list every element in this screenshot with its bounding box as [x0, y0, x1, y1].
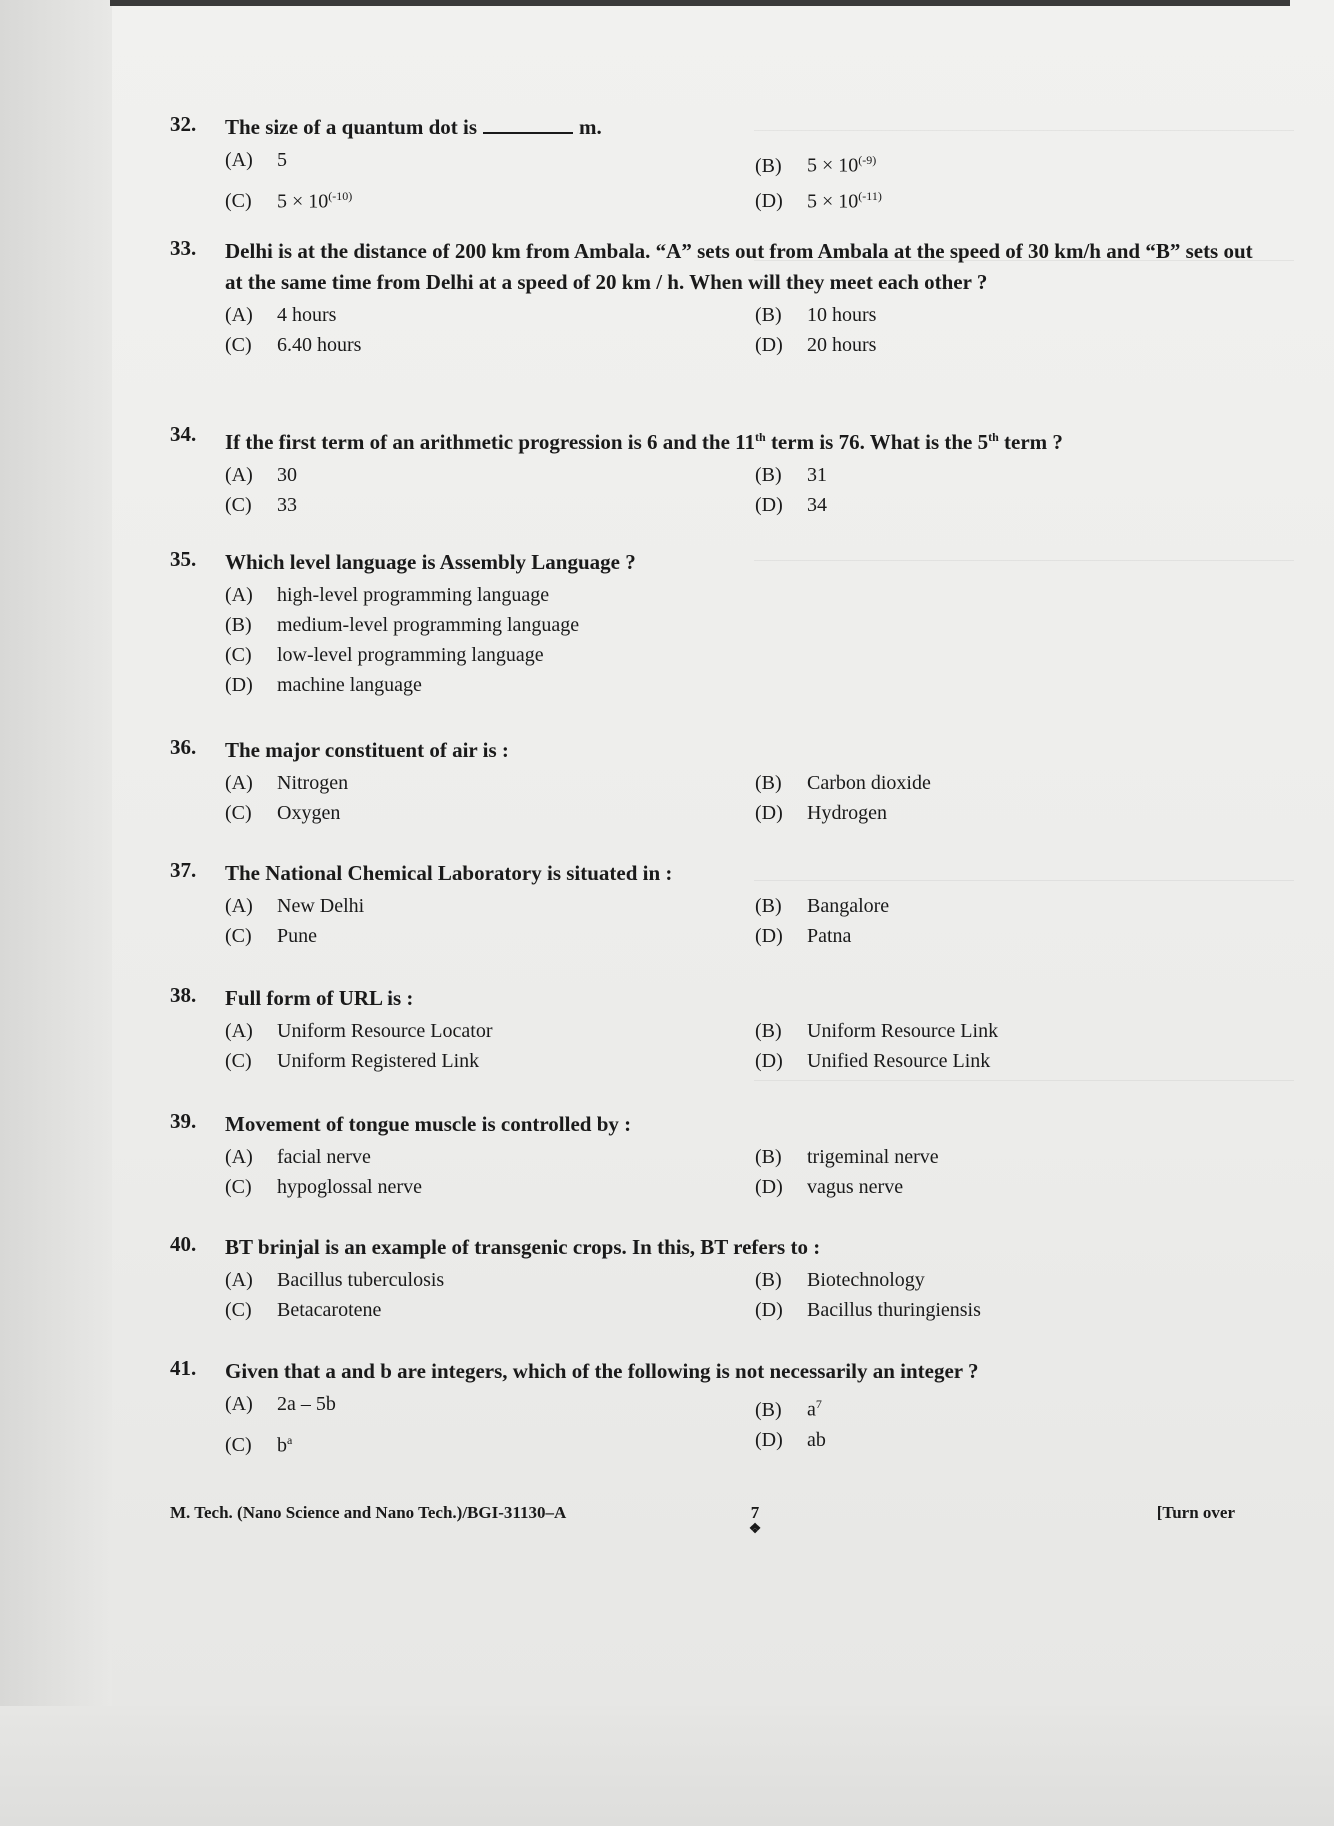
option-label: (A) [225, 584, 253, 606]
option-label: (C) [225, 190, 252, 213]
question-37 [170, 858, 1260, 951]
question-38 [170, 983, 1260, 1076]
option-d[interactable] [755, 921, 1255, 951]
option-label: (A) [225, 772, 253, 794]
option-d[interactable] [755, 798, 1255, 828]
option-a[interactable] [225, 1265, 755, 1295]
option-label: (A) [225, 1146, 253, 1168]
option-label: (C) [225, 925, 252, 947]
question-number: 39. [170, 1109, 197, 1133]
option-label: (B) [225, 614, 252, 636]
option-value: low-level programming language [277, 644, 544, 666]
turn-over-label: [Turn over [1156, 1503, 1235, 1522]
option-label: (C) [225, 494, 252, 516]
option-label: (B) [755, 304, 782, 326]
bleed-through-line [754, 1080, 1294, 1081]
question-text [225, 112, 1260, 143]
question-text: BT brinjal is an example of transgenic crops. In this, BT refers to : [225, 1235, 821, 1259]
option-label: (A) [225, 464, 253, 486]
question-32 [170, 112, 1260, 216]
option-value: 6.40 hours [277, 334, 362, 356]
option-label: (C) [225, 1299, 252, 1321]
question-34 [170, 422, 1260, 520]
options-list [225, 580, 1260, 700]
option-exponent: (-10) [328, 188, 353, 203]
option-value: 10 hours [807, 304, 877, 326]
options-grid [225, 460, 1260, 520]
option-value: Nitrogen [277, 772, 349, 794]
option-a[interactable] [225, 300, 755, 330]
scan-edge-top [110, 0, 1290, 6]
option-value: Patna [807, 925, 852, 947]
option-value: Bacillus thuringiensis [807, 1299, 981, 1321]
answer-blank [483, 114, 573, 134]
options-grid [225, 145, 1260, 216]
option-label: (C) [225, 1176, 252, 1198]
option-label: (C) [225, 334, 252, 356]
option-d[interactable] [755, 330, 1255, 360]
option-value: 31 [807, 464, 827, 486]
option-value: 20 hours [807, 334, 877, 356]
option-value: 5 × 10 [807, 154, 859, 177]
option-a[interactable] [225, 460, 755, 490]
option-label: (C) [225, 644, 252, 666]
option-label: (A) [225, 895, 253, 917]
question-number: 35. [170, 547, 197, 571]
options-grid [225, 1389, 1260, 1460]
option-value: Bacillus tuberculosis [277, 1269, 445, 1291]
option-label: (B) [755, 464, 782, 486]
option-c[interactable] [225, 1172, 755, 1202]
page-number-block [740, 1503, 770, 1537]
option-c[interactable] [225, 490, 755, 520]
option-label: (D) [755, 802, 783, 824]
option-value: facial nerve [277, 1146, 371, 1168]
option-label: (B) [755, 154, 782, 177]
option-a[interactable] [225, 580, 1225, 610]
question-text: Delhi is at the distance of 200 km from Ambala. “A” sets out from Ambala at the speed of 30 km/h and “B” sets out at the same time from Delhi at a speed of 20 km / h. When will they meet each other ? [225, 239, 1253, 294]
option-exponent: 7 [815, 1397, 822, 1411]
option-b[interactable] [755, 1016, 1255, 1046]
option-b[interactable] [755, 145, 1255, 181]
question-number: 33. [170, 236, 197, 260]
question-text-after: m. [579, 115, 602, 139]
option-label: (B) [755, 1020, 782, 1042]
options-grid [225, 768, 1260, 828]
question-text: Which level language is Assembly Language ? [225, 550, 636, 574]
ordinal-suffix: th [755, 430, 766, 444]
option-a[interactable] [225, 1142, 755, 1172]
option-value: high-level programming language [277, 584, 550, 606]
option-value: Uniform Registered Link [277, 1050, 480, 1072]
question-number: 37. [170, 858, 197, 882]
option-label: (D) [755, 925, 783, 947]
option-label: (C) [225, 1050, 252, 1072]
option-value: Carbon dioxide [807, 772, 931, 794]
option-d[interactable] [225, 670, 1225, 700]
option-value: 4 hours [277, 304, 337, 326]
question-number: 41. [170, 1356, 197, 1380]
option-label: (B) [755, 772, 782, 794]
question-text-part: If the first term of an arithmetic progression is 6 and the 11 [225, 430, 756, 454]
options-grid [225, 1142, 1260, 1202]
question-text-part: term is 76. What is the 5 [765, 430, 989, 454]
question-36 [170, 735, 1260, 828]
option-c[interactable] [225, 640, 1225, 670]
option-label: (D) [755, 1050, 783, 1072]
option-b[interactable] [755, 1142, 1255, 1172]
option-label: (C) [225, 1434, 252, 1457]
scan-edge-bottom [0, 1706, 1334, 1826]
question-number: 36. [170, 735, 197, 759]
diamond-ornament-icon: ❖ [748, 1522, 762, 1537]
question-number: 32. [170, 112, 197, 136]
option-label: (D) [755, 1299, 783, 1321]
options-grid [225, 891, 1260, 951]
option-value: vagus nerve [807, 1176, 904, 1198]
options-grid [225, 300, 1260, 360]
option-label: (A) [225, 1020, 253, 1042]
option-c[interactable] [225, 330, 755, 360]
option-value: 34 [807, 494, 827, 516]
option-b[interactable] [755, 300, 1255, 330]
option-c[interactable] [225, 921, 755, 951]
option-c[interactable] [225, 181, 755, 217]
question-text-before: The size of a quantum dot is [225, 115, 478, 139]
option-value: Pune [277, 925, 317, 947]
option-b[interactable] [755, 460, 1255, 490]
option-a[interactable] [225, 891, 755, 921]
option-label: (A) [225, 149, 253, 171]
option-label: (B) [755, 895, 782, 917]
option-value: medium-level programming language [277, 614, 580, 636]
page-footer [170, 1503, 1235, 1543]
page-number: 7 [750, 1503, 760, 1522]
option-label: (A) [225, 1269, 253, 1291]
option-c[interactable] [225, 1046, 755, 1076]
option-label: (A) [225, 304, 253, 326]
option-d[interactable] [755, 1172, 1255, 1202]
options-grid [225, 1016, 1260, 1076]
option-b[interactable] [225, 610, 1225, 640]
option-value: machine language [277, 674, 422, 696]
course-code: M. Tech. (Nano Science and Nano Tech.)/BGI-31130–A [170, 1503, 567, 1522]
option-label: (D) [225, 674, 253, 696]
option-value: New Delhi [277, 895, 365, 917]
option-value: 2a – 5b [277, 1393, 336, 1415]
option-c[interactable] [225, 798, 755, 828]
question-text: The major constituent of air is : [225, 738, 509, 762]
question-text [225, 422, 1260, 458]
question-number: 40. [170, 1232, 197, 1256]
option-label: (B) [755, 1146, 782, 1168]
question-text: Movement of tongue muscle is controlled by : [225, 1112, 632, 1136]
question-35 [170, 547, 1260, 700]
option-label: (A) [225, 1393, 253, 1415]
option-d[interactable] [755, 1425, 1255, 1461]
options-grid [225, 1265, 1260, 1325]
ordinal-suffix: th [988, 430, 999, 444]
option-a[interactable] [225, 1016, 755, 1046]
option-label: (B) [755, 1269, 782, 1291]
question-text: The National Chemical Laboratory is situated in : [225, 861, 673, 885]
option-b[interactable] [755, 768, 1255, 798]
question-text: Full form of URL is : [225, 986, 414, 1010]
question-33 [170, 236, 1260, 360]
option-d[interactable] [755, 1295, 1255, 1325]
option-value: 33 [277, 494, 297, 516]
option-value: 5 × 10 [277, 190, 329, 213]
question-40 [170, 1232, 1260, 1325]
option-label: (D) [755, 494, 783, 516]
option-a[interactable] [225, 768, 755, 798]
option-b[interactable] [755, 1389, 1255, 1425]
option-value: Hydrogen [807, 802, 887, 824]
option-exponent: (-11) [858, 188, 882, 203]
option-value: Betacarotene [277, 1299, 382, 1321]
option-value: Uniform Resource Locator [277, 1020, 493, 1042]
option-value: b [277, 1434, 287, 1457]
option-b[interactable] [755, 1265, 1255, 1295]
question-text-part: term ? [998, 430, 1063, 454]
option-exponent: a [287, 1432, 293, 1447]
question-39 [170, 1109, 1260, 1202]
option-label: (D) [755, 334, 783, 356]
scan-edge-left [0, 0, 112, 1826]
question-number: 38. [170, 983, 197, 1007]
option-value: trigeminal nerve [807, 1146, 939, 1168]
option-d[interactable] [755, 1046, 1255, 1076]
option-b[interactable] [755, 891, 1255, 921]
option-value: Unified Resource Link [807, 1050, 991, 1072]
option-c[interactable] [225, 1295, 755, 1325]
option-a[interactable] [225, 1389, 755, 1425]
option-label: (D) [755, 1428, 783, 1451]
question-number: 34. [170, 422, 197, 446]
option-value: 5 [277, 149, 287, 171]
option-value: Biotechnology [807, 1269, 925, 1291]
option-value: Bangalore [807, 895, 890, 917]
question-41 [170, 1356, 1260, 1460]
option-value: hypoglossal nerve [277, 1176, 422, 1198]
option-value: a [807, 1398, 816, 1421]
option-value: ab [807, 1428, 826, 1451]
option-value: 5 × 10 [807, 190, 859, 213]
option-label: (C) [225, 802, 252, 824]
option-d[interactable] [755, 181, 1255, 217]
option-c[interactable] [225, 1425, 755, 1461]
option-label: (D) [755, 1176, 783, 1198]
option-label: (B) [755, 1398, 782, 1421]
option-label: (D) [755, 190, 783, 213]
option-value: Uniform Resource Link [807, 1020, 999, 1042]
option-a[interactable] [225, 145, 755, 181]
option-d[interactable] [755, 490, 1255, 520]
option-value: Oxygen [277, 802, 341, 824]
option-value: 30 [277, 464, 297, 486]
option-exponent: (-9) [858, 153, 877, 167]
question-text: Given that a and b are integers, which of the following is not necessarily an integer ? [225, 1359, 979, 1383]
